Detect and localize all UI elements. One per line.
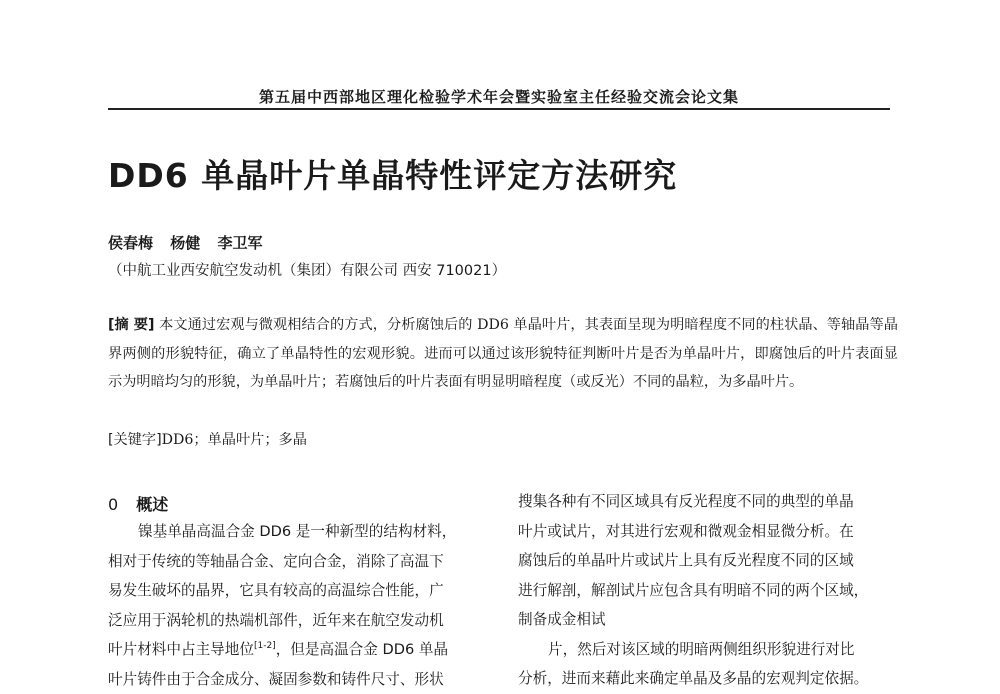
body-line: 进行解剖，解剖试片应包含具有明暗不同的两个区域， [518, 576, 898, 606]
keywords-text: DD6；单晶叶片；多晶 [162, 432, 307, 448]
body-line: 泛应用于涡轮机的热端机部件，近年来在航空发动机 [108, 606, 492, 636]
body-line [108, 635, 492, 665]
running-header: 第五届中西部地区理化检验学术年会暨实验室主任经验交流会论文集 [108, 86, 890, 107]
body-line: 片，然后对该区域的明暗两侧组织形貌进行对比 [518, 635, 898, 665]
right-column [518, 487, 898, 694]
header-rule [108, 108, 890, 110]
section-heading [108, 492, 168, 515]
abstract-label: [摘 要] [108, 317, 155, 333]
paper-authors: 侯春梅 杨健 李卫军 [108, 232, 262, 253]
section-title: 概述 [136, 495, 168, 514]
body-line: 叶片铸件由于合金成分、凝固参数和铸件尺寸、形状 [108, 665, 492, 694]
left-column [108, 517, 492, 694]
abstract-text: 本文通过宏观与微观相结合的方式，分析腐蚀后的 DD6 单晶叶片，其表面呈现为明暗程度不同的柱状晶、等轴晶等晶界两侧的形貌特征，确立了单晶特性的宏观形貌。进而可以通过该形貌特征判断叶片是否为单晶叶片，即腐蚀后的叶片表面显示为明暗均匀的形貌，为单晶叶片；若腐蚀后的叶片表面有明显明暗程度（或反光）不同的晶粒，为多晶叶片。 [108, 317, 898, 390]
abstract [108, 311, 898, 397]
body-line: 易发生破坏的晶界，它具有较高的高温综合性能，广 [108, 576, 492, 606]
body-line-text: 叶片材料中占主导地位 [108, 641, 254, 658]
paper-affiliation: （中航工业西安航空发动机（集团）有限公司 西安 710021） [108, 259, 506, 280]
body-line: 叶片或试片，对其进行宏观和微观金相显微分析。在 [518, 517, 898, 547]
body-line: 镍基单晶高温合金 DD6 是一种新型的结构材料， [108, 517, 492, 547]
paper-title: DD6 单晶叶片单晶特性评定方法研究 [108, 150, 677, 197]
citation: [1-2] [254, 641, 276, 651]
body-line: 分析，进而来藉此来确定单晶及多晶的宏观判定依据。 [518, 664, 898, 694]
section-number: 0 [108, 495, 118, 514]
keywords [108, 429, 307, 449]
body-line: 搜集各种有不同区域具有反光程度不同的典型的单晶 [518, 487, 898, 517]
body-line: 制备成金相试 [518, 605, 898, 635]
body-line-tail: ，但是高温合金 DD6 单晶 [276, 641, 448, 658]
body-line: 相对于传统的等轴晶合金、定向合金，消除了高温下 [108, 547, 492, 577]
body-line: 腐蚀后的单晶叶片或试片上具有反光程度不同的区域 [518, 546, 898, 576]
keywords-label: [关键字] [108, 432, 162, 448]
